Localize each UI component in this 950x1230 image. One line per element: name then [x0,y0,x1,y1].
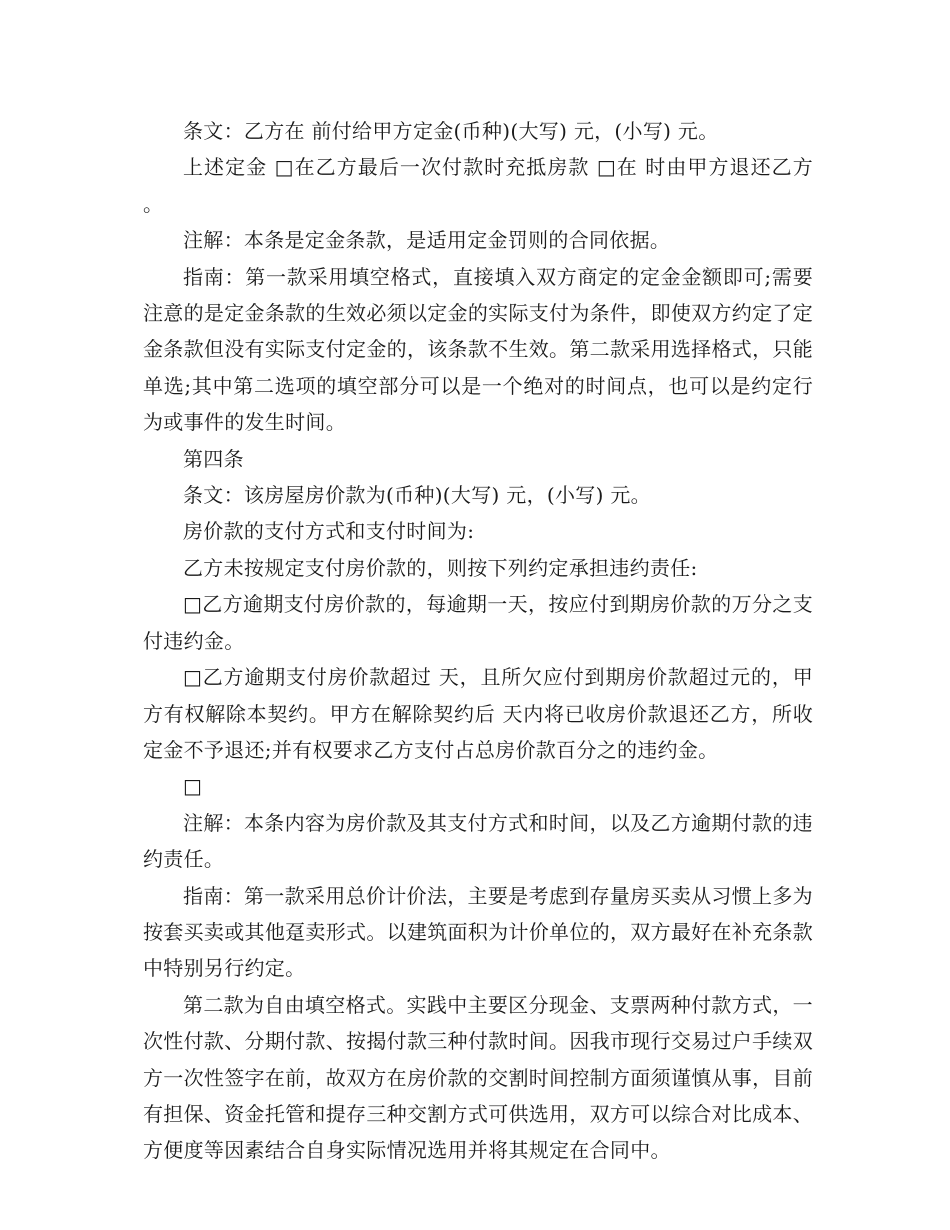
paragraph-price-guide: 指南：第一款采用总价计价法，主要是考虑到存量房买卖从习惯上多为按套买卖或其他趸卖形式。以建筑面积为计价单位的，双方最好在补充条款中特别另行约定。 [143,883,813,981]
paragraph-price-clause: 条文：该房屋房价款为(币种)(大写) 元，(小写) 元。 [183,483,651,508]
paragraph-breach-option-1: □乙方逾期支付房价款的，每逾期一天，按应付到期房价款的万分之支付违约金。 [143,592,813,653]
paragraph-payment-method: 房价款的支付方式和支付时间为: [183,519,475,544]
document-body [143,113,813,1169]
paragraph-payment-guide: 第二款为自由填空格式。实践中主要区分现金、支票两种付款方式，一次性付款、分期付款、按揭付款三种付款时间。因我市现行交易过户手续双方一次性签字在前，故双方在房价款的交割时间控制方面须谨慎从事，目前有担保、资金托管和提存三种交割方式可供选用，双方可以综合对比成本、方便度等因素结合自身实际情况选用并将其规定在合同中。 [143,992,813,1163]
paragraph-deposit-options: 上述定金 □在乙方最后一次付款时充抵房款 □在 时由甲方退还乙方 。 [143,155,813,216]
paragraph-breach-option-2: □乙方逾期支付房价款超过 天，且所欠应付到期房价款超过元的，甲方有权解除本契约。甲方在解除契约后 天内将已收房价款退还乙方，所收定金不予退还;并有权要求乙方支付占总房价款百分之的违约金。 [143,665,813,762]
paragraph-deposit-clause: 条文：乙方在 前付给甲方定金(币种)(大写) 元，(小写) 元。 [183,119,719,143]
paragraph-deposit-guide: 指南：第一款采用填空格式，直接填入双方商定的定金金额即可;需要注意的是定金条款的生效必须以定金的实际支付为条件，即使双方约定了定金条款但没有实际支付定金的，该条款不生效。第二款采用选择格式，只能单选;其中第二选项的填空部分可以是一个绝对的时间点，也可以是约定行为或事件的发生时间。 [143,264,813,435]
paragraph-breach-intro: 乙方未按规定支付房价款的，则按下列约定承担违约责任: [183,555,698,580]
paragraph-breach-option-3: □ [183,774,203,799]
paragraph-deposit-note: 注解：本条是定金条款，是适用定金罚则的合同依据。 [183,228,671,253]
paragraph-price-note: 注解：本条内容为房价款及其支付方式和时间，以及乙方逾期付款的违约责任。 [143,810,813,872]
article-four-heading: 第四条 [183,446,244,471]
